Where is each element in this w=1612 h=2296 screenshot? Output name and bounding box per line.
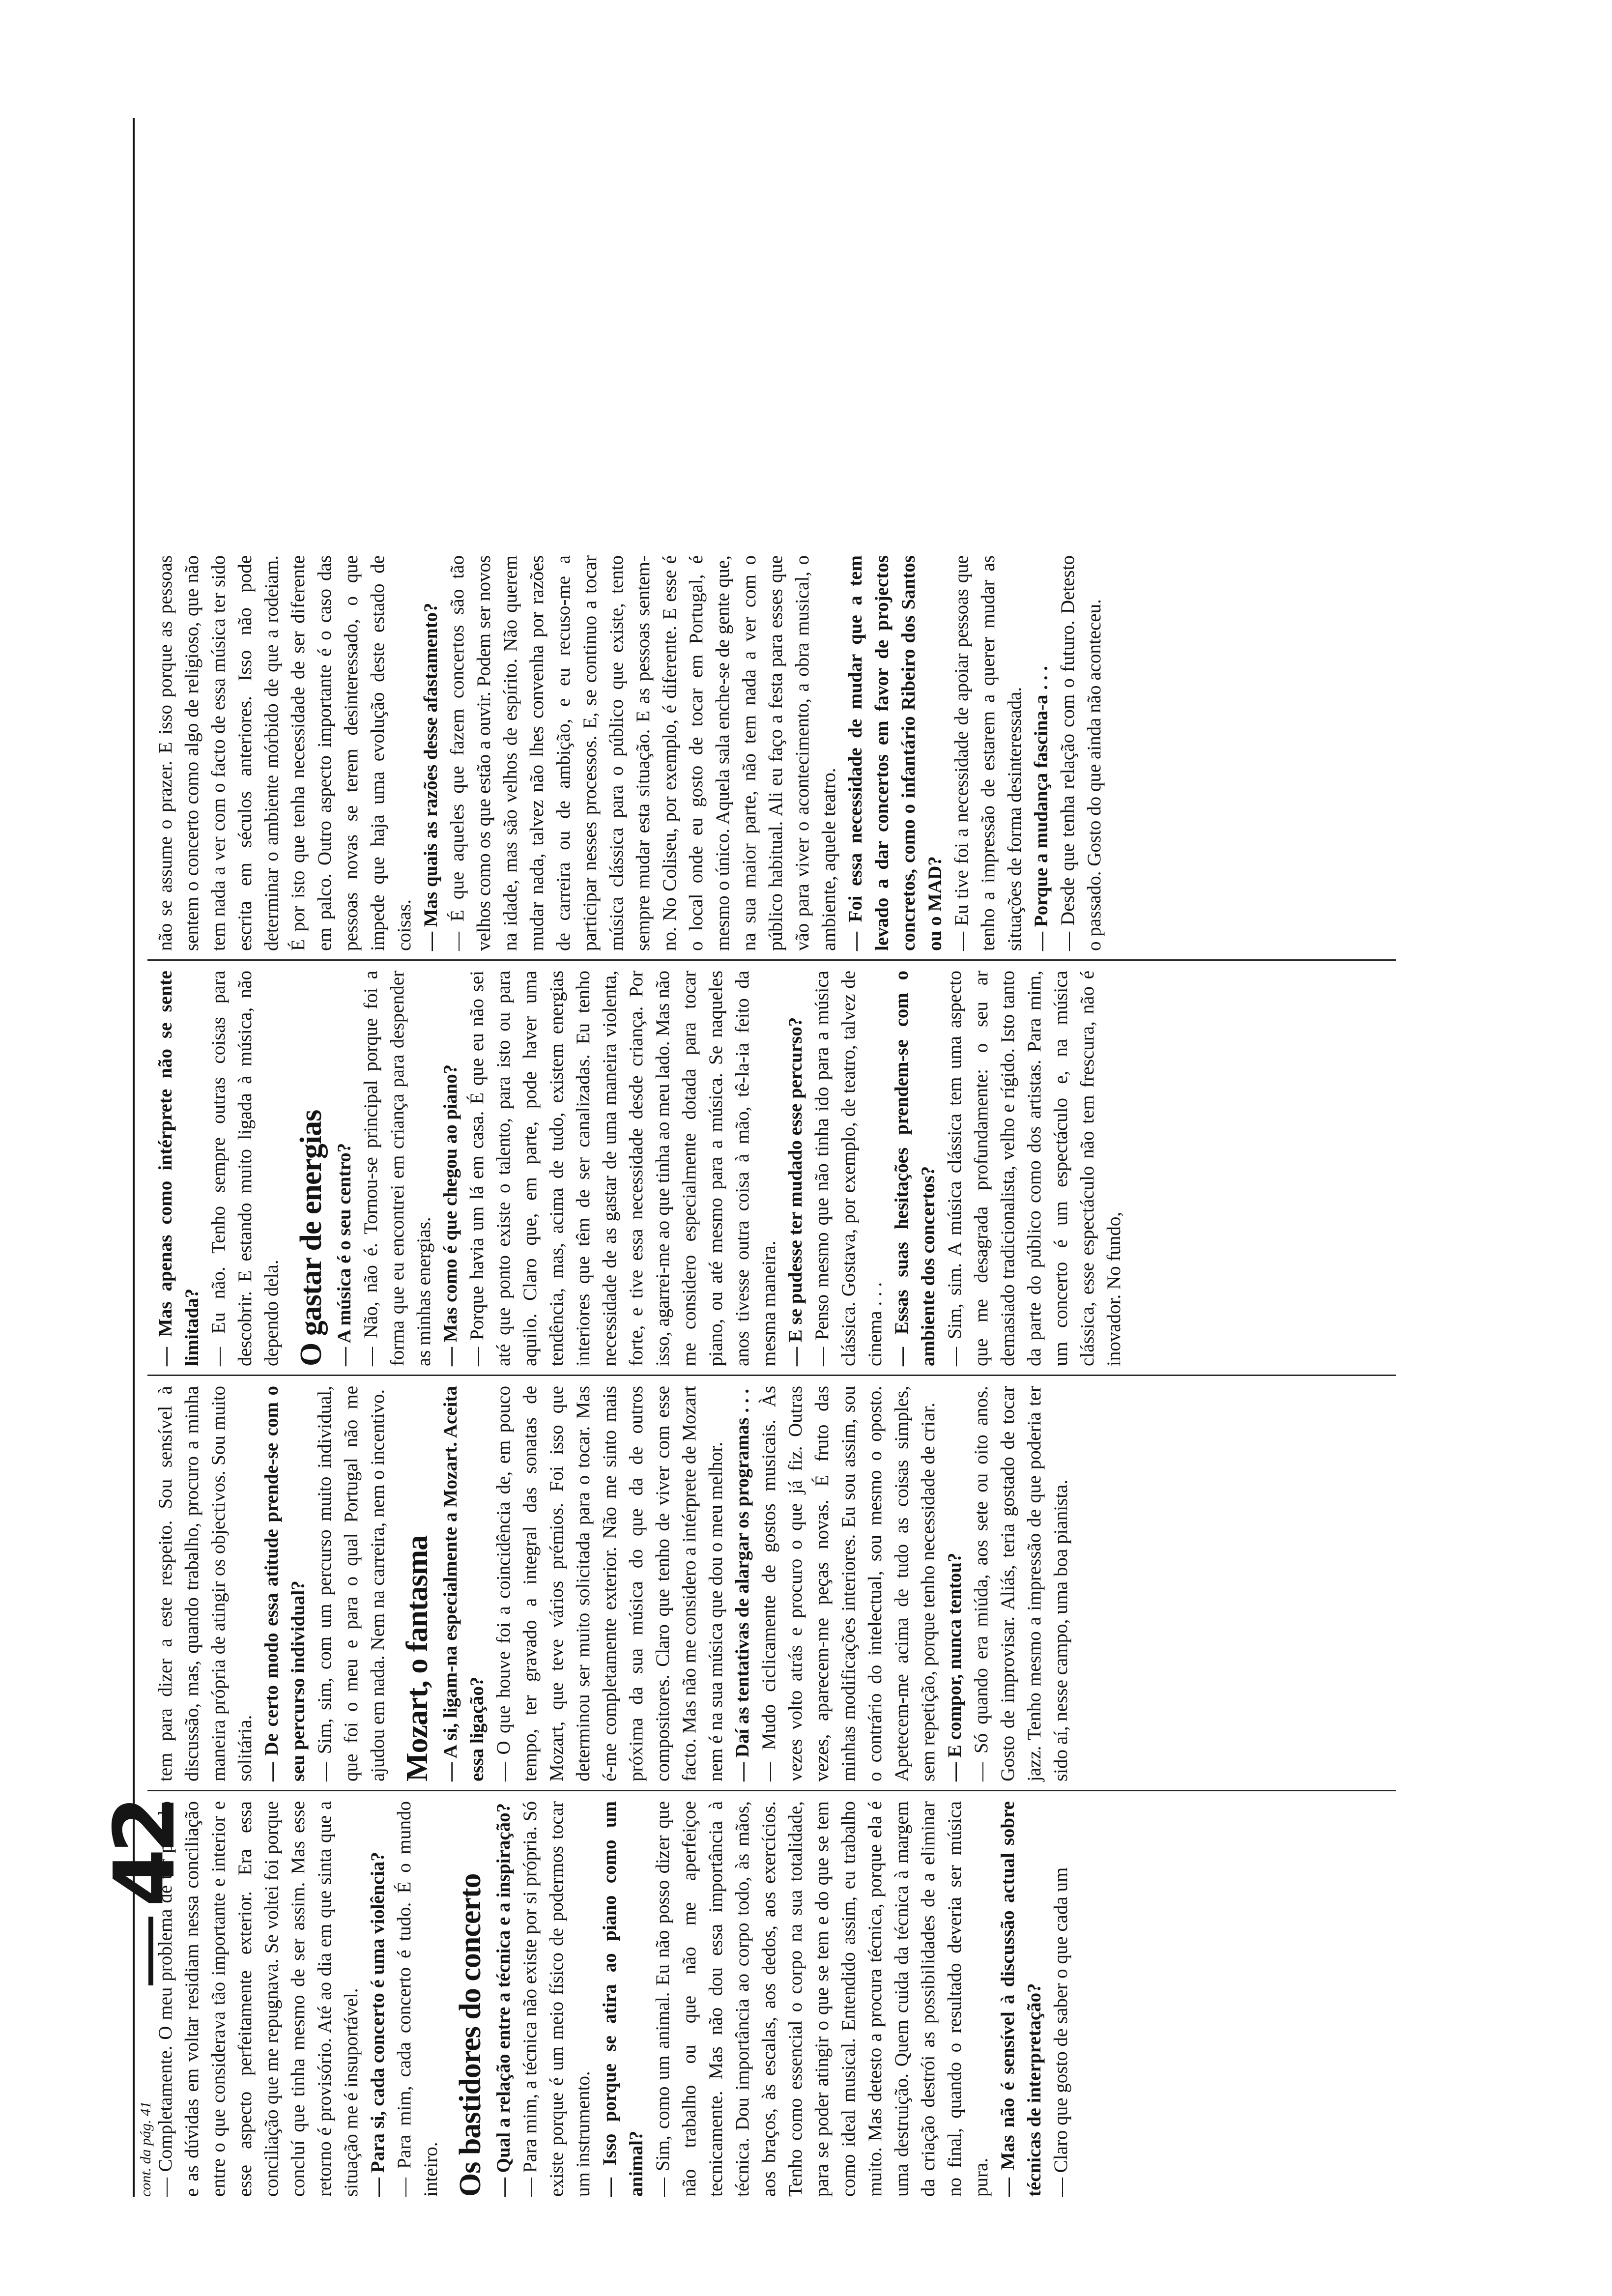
interview-question: — E compor, nunca tentou? xyxy=(944,1552,965,1781)
interview-answer: — Para mim, a técnica não existe por si própria. Só existe porque é um meio físico de podermos tocar um instrumento. xyxy=(519,1801,594,2197)
handwritten-number-text: 42 xyxy=(96,1800,194,1907)
article-column-3 xyxy=(152,971,1127,1366)
interview-answer: — Mudo ciclicamente de gostos musicais. Às vezes volto atrás e procuro o que já fiz. Outras vezes, aparecem-me peças novas. É fruto das minhas modificações interiores. Eu sou assim, sou o contrário do intelectual, sou mesmo o oposto. Apetecem-me acima de tudo as coisas simples, sem repetição, porque tenho necessidade de criar. xyxy=(758,1386,939,1781)
interview-answer: tem para dizer a este respeito. Sou sensível à discussão, mas, quando trabalho, procuro a minha maneira própria de atingir os objectivos. Sou muito solitária. xyxy=(155,1386,256,1781)
interview-question: — A música é o seu centro? xyxy=(334,1143,355,1366)
interview-question: — Daí as tentativas de alargar os programas . . . xyxy=(732,1388,753,1781)
continuation-label: cont. da pág. 41 xyxy=(138,2101,154,2197)
interview-question: — E se pudesse ter mudado esse percurso? xyxy=(785,1017,806,1366)
interview-answer: — Sim, como um animal. Eu não posso dizer que não trabalho ou que não me aperfeiçoe tecnicamente. Mas não dou essa importância à técnica. Dou importância ao corpo todo, às mãos, aos braços, às escalas, aos dedos, aos exercícios. Tenho como essencial o corpo na sua totalidade, para se poder atingir o que se tem e do que se tem como ideal musical. Entendido assim, eu trabalho muito. Mas detesto a procura técnica, porque ela é uma destruição. Quem cuida da técnica à margem da criação destrói as possibilidades de a eliminar no final, quando o resultado deveria ser música pura. xyxy=(652,1801,992,2197)
interview-answer: — Porque havia um lá em casa. É que eu não sei até que ponto existe o talento, para isto ou para aquilo. Claro que, em parte, pode haver uma tendência, mas, acima de tudo, existem energias interiores que têm de ser canalizadas. Eu tenho necessidade de as gastar de uma maneira violenta, forte, e tive essa necessidade desde criança. Por isso, agarrei-me ao que tinha ao meu lado. Mas não me considero especialmente dotada para tocar piano, ou até mesmo para a música. Se naqueles anos tivesse outra coisa à mão, tê-la-ia feito da mesma maneira. xyxy=(466,971,779,1366)
column-divider xyxy=(147,959,1396,961)
rotated-newspaper-sheet xyxy=(96,98,1391,2197)
interview-question: — Qual a relação entre a técnica e a inspiração? xyxy=(493,1803,514,2197)
interview-question: — De certo modo essa atitude prende-se com o seu percurso individual? xyxy=(261,1386,309,1781)
article-column-1 xyxy=(152,1801,1074,2197)
interview-answer: — Sim, sim. A música clássica tem uma aspecto que me desagrada profundamente: o seu ar demasiado tradicionalista, velho e rígido. Isto tanto da parte do público como dos artistas. Para mim, um concerto é um espectáculo e, na música clássica, esse espectáculo não tem frescura, não é inovador. No fundo, xyxy=(944,971,1124,1366)
column-divider xyxy=(147,1790,1396,1791)
interview-answer: — Sim, sim, com um percurso muito individual, que foi o meu e para o qual Portugal não me ajudou em nada. Nem na carreira, nem o incentivo. xyxy=(314,1386,388,1781)
interview-question: — Essas suas hesitações prendem-se com o ambiente dos concertos? xyxy=(891,971,939,1366)
interview-answer: — É que aqueles que fazem concertos são tão velhos como os que estão a ouvir. Podem ser novos na idade, mas são velhos de espírito. Não querem mudar nada, talvez não lhes convenha por razões de carreira ou de ambição, e eu recuso-me a participar nesses processos. E, se continuo a tocar música clássica para o público que existe, tento sempre mudar esta situação. E as pessoas sentem-no. No Coliseu, por exemplo, é diferente. E esse é o local onde eu gosto de tocar em Portugal, é mesmo o único. Aquela sala enche-se de gente que, na sua maior parte, não tem nada a ver com o público habitual. Ali eu faço a festa para esses que vão para viver o acontecimento, a obra musical, o ambiente, aquele teatro. xyxy=(447,555,839,951)
interview-question: — Mas quais as razões desse afastamento? xyxy=(420,603,441,951)
interview-answer: — O que houve foi a coincidência de, em pouco tempo, ter gravado a integral das sonatas de Mozart, que teve vários prémios. Foi isso que determinou ser muito solicitada para o tocar. Mas é-me completamente exterior. Não me sinto mais próxima da sua música do que da de outros compositores. Claro que tenho de viver com esse facto. Mas não me considero a intérprete de Mozart nem é na sua música que dou o meu melhor. xyxy=(493,1386,726,1781)
interview-question: — Mas como é que chegou ao piano? xyxy=(440,1064,461,1366)
interview-answer: — Não, não é. Tornou-se principal porque foi a forma que eu encontrei em criança para despender as minhas energias. xyxy=(360,971,434,1366)
section-heading: Mozart, o fantasma xyxy=(401,1535,434,1781)
column-divider xyxy=(147,1375,1396,1376)
article-column-4 xyxy=(152,555,1108,951)
interview-answer: — Para mim, cada concerto é tudo. É o mundo inteiro. xyxy=(394,1801,441,2197)
article-column-2 xyxy=(152,1386,1074,1781)
section-heading: O gastar de energias xyxy=(294,1110,328,1366)
interview-question: — Mas não é sensível à discussão actual sobre técnicas de interpretação? xyxy=(997,1801,1045,2197)
interview-answer: — Desde que tenha relação com o futuro. Detesto o passado. Gosto do que ainda não aconteceu. xyxy=(1057,555,1105,951)
interview-answer: — Eu tive foi a necessidade de apoiar pessoas que tenho a impressão de estarem a querer mudar as situações de forma desinteressada. xyxy=(951,555,1025,951)
interview-question: — Para si, cada concerto é uma violência? xyxy=(367,1852,388,2197)
interview-answer: — Completamente. O meu problema de ter parado e as dúvidas em voltar residiam nessa conciliação entre o que considerava tão importante e interior e esse aspecto perfeitamente exterior. Era essa conciliação que me repugnava. Se voltei foi porque concluí que tinha mesmo de ser assim. Mas esse retorno é provisório. Até ao dia em que sinta que a situação me é insuportável. xyxy=(155,1801,362,2197)
interview-question: — Mas apenas como intérprete não se sente limitada? xyxy=(155,971,202,1366)
interview-question: — Foi essa necessidade de mudar que a tem levado a dar concertos em favor de projectos concretos, como o infantário Ribeiro dos Santos ou o MAD? xyxy=(845,555,946,951)
interview-question: — Isso porque se atira ao piano como um animal? xyxy=(599,1801,647,2197)
section-heading: Os bastidores do concerto xyxy=(454,1873,487,2197)
interview-answer: — Claro que gosto de saber o que cada um xyxy=(1050,1867,1071,2197)
interview-answer: — Penso mesmo que não tinha ido para a música clássica. Gostava, por exemplo, de teatro, talvez de cinema . . . xyxy=(811,971,886,1366)
interview-answer: — Só quando era miúda, aos sete ou oito anos. Gosto de improvisar. Aliás, teria gostado de tocar jazz. Tenho mesmo a impressão de que poderia ter sido aí, nesse campo, uma boa pianista. xyxy=(971,1386,1071,1781)
interview-answer: — Eu não. Tenho sempre outras coisas para descobrir. E estando muito ligada à música, não dependo dela. xyxy=(208,971,282,1366)
interview-question: — A si, ligam-na especialmente a Mozart. Aceita essa ligação? xyxy=(440,1386,488,1781)
interview-question: — Porque a mudança fascina-a . . . xyxy=(1031,666,1052,951)
interview-answer: não se assume o prazer. E isso porque as pessoas sentem o concerto como algo de religioso, que não tem nada a ver com o facto de essa música ter sido escrita em séculos anteriores. Isso não pode determinar o ambiente mórbido de que a rodeiam. É por isto que tenha necessidade de ser diferente em palco. Outro aspecto importante é o caso das pessoas novas se terem desinteressado, o que impede que haja uma evolução deste estado de coisas. xyxy=(155,555,415,951)
